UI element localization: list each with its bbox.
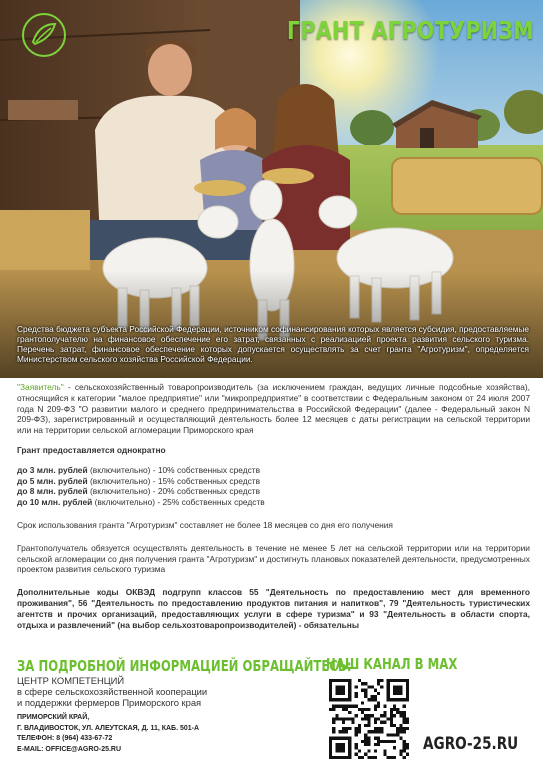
website-link[interactable]: AGRO-25.RU	[423, 734, 519, 754]
grant-once-note: Грант предоставляется однократно	[17, 444, 166, 455]
hero-caption: Средства бюджета субъекта Российской Федерации, источником софинансирования которых является субсидия, предоставляемые грантополучателю на финансовое обеспечение его затрат, связанных с реализацией проекта развития сельского туризма. Перечень затрат, финансовое обеспечение которых допускается осуществлять за счет гранта "Агротуризм", определяется Министерством сельского хозяйства Российской Федерации.	[17, 324, 529, 364]
okved-text: Дополнительные коды ОКВЭД подгрупп классов 55 "Деятельность по предоставлению мест для временного проживания", 56 "Деятельность по предоставлению продуктов питания и напитков", 79 "Деятельность туристических агентств и прочих организаций, предоставляющих услуги в сфере туризма" и 93 "Деятельность в области спорта, отдыха и развлечений" (на выбор сельхозтоваропроизводителей) - обязательны	[17, 587, 530, 630]
contact-address	[17, 713, 199, 755]
grant-term-note: Срок использования гранта "Агротуризм" составляет не более 18 месяцев со дня его получения	[17, 519, 393, 530]
email[interactable]: E-MAIL: OFFICE@AGRO-25.RU	[17, 745, 122, 753]
hero-photo	[0, 0, 543, 378]
tier-list	[17, 465, 530, 508]
tier-item: до 10 млн. рублей (включительно) - 25% собственных средств	[17, 497, 265, 508]
competence-center: ЦЕНТР КОМПЕТЕНЦИЙ в сфере сельскохозяйственной кооперации и поддержки фермеров Приморского края	[17, 675, 208, 709]
tier-item: до 8 млн. рублей (включительно) - 20% собственных средств	[17, 486, 261, 497]
applicant-term: "Заявитель"	[17, 382, 64, 392]
channel-heading: НАШ КАНАЛ В MAX	[326, 655, 458, 673]
phone[interactable]: ТЕЛЕФОН: 8 (964) 433-67-72	[17, 735, 113, 743]
agro-logo-icon	[21, 12, 67, 58]
applicant-definition	[17, 382, 530, 436]
hero-banner	[0, 0, 543, 378]
main-content	[17, 382, 530, 630]
region: ПРИМОРСКИЙ КРАЙ,	[17, 714, 90, 721]
contact-heading: ЗА ПОДРОБНОЙ ИНФОРМАЦИЕЙ ОБРАЩАЙТЕСЬ:	[17, 657, 352, 675]
qr-code-icon[interactable]	[329, 679, 409, 759]
street-address: Г. ВЛАДИВОСТОК, УЛ. АЛЕУТСКАЯ, Д. 11, КАБ. 501-А	[17, 724, 200, 732]
page-title: ГРАНТ АГРОТУРИЗМ	[287, 16, 535, 45]
obligation-text: Грантополучатель обязуется осуществлять деятельность в течение не менее 5 лет на сельской территории или на территории сельской агломерации со дня получения гранта "Агротуризм" и достигнуть плановых показателей деятельности, предусмотренных проектом развития сельского туризма	[17, 542, 530, 575]
applicant-text: - сельскохозяйственный товаропроизводитель (за исключением граждан, ведущих личные подсобные хозяйства), относящийся к категории "малое предприятие" или "микропредприятие" в соответствии с Федеральным законом от 24 июля 2007 года N 209-ФЗ "О развитии малого и среднего предпринимательства в Российской Федерации" (далее - Федеральный закон N 209-ФЗ), зарегистрированный и осуществляющий деятельность более 12 месяцев с даты регистрации на сельской территории или на территории сельской агломерации Приморского края	[17, 382, 530, 436]
tier-item: до 5 млн. рублей (включительно) - 15% собственных средств	[17, 475, 261, 486]
tier-item: до 3 млн. рублей (включительно) - 10% собственных средств	[17, 464, 261, 475]
